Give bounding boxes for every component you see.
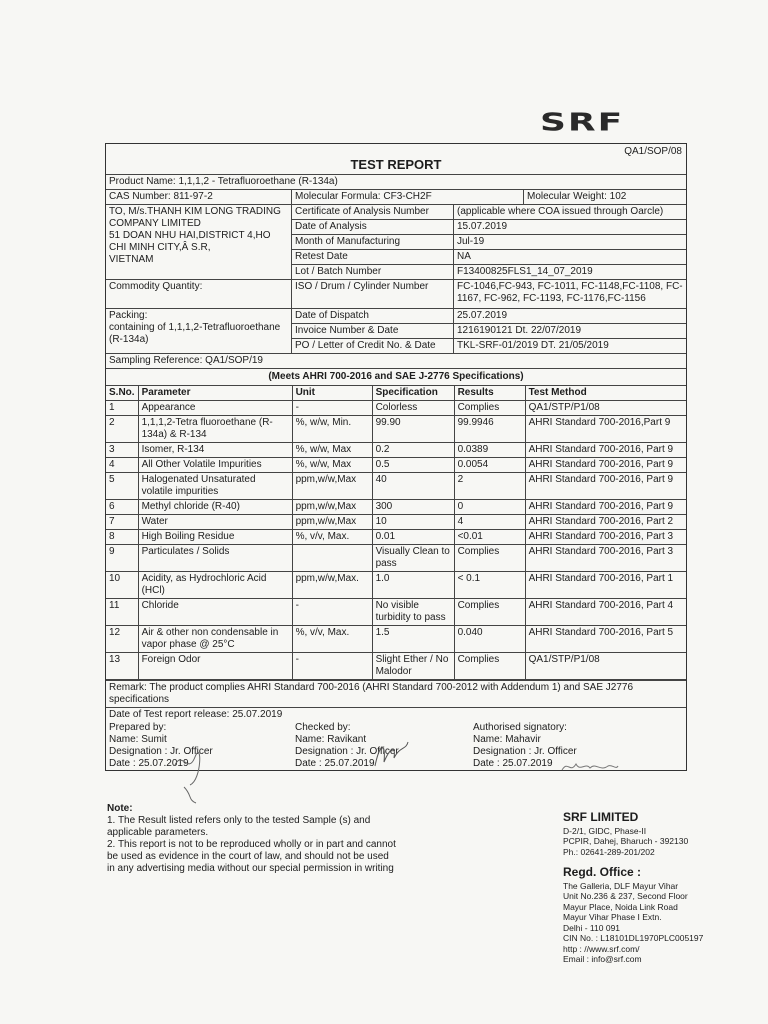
info-label: Certificate of Analysis Number bbox=[292, 205, 454, 219]
table-cell: 6 bbox=[106, 500, 138, 515]
address-line: The Galleria, DLF Mayur Vihar bbox=[563, 880, 679, 891]
table-cell: AHRI Standard 700-2016, Part 9 bbox=[525, 473, 686, 500]
packing-value: containing of 1,1,1,2-Tetrafluoroethane (R-134a) bbox=[109, 322, 281, 345]
table-row bbox=[106, 443, 686, 458]
regd-office-address bbox=[563, 881, 723, 965]
table-cell: 12 bbox=[106, 626, 138, 653]
column-header: Test Method bbox=[525, 386, 686, 401]
table-cell: Isomer, R-134 bbox=[138, 443, 292, 458]
table-cell: 11 bbox=[106, 599, 138, 626]
address-line: Email : info@srf.com bbox=[563, 954, 642, 964]
dispatch-value: 25.07.2019 bbox=[457, 310, 508, 321]
signature-date: Date : 25.07.2019 bbox=[295, 758, 375, 769]
table-row bbox=[106, 401, 686, 416]
results-header-row bbox=[106, 386, 686, 401]
table-cell: 99.90 bbox=[372, 416, 454, 443]
sampling-reference: Sampling Reference: QA1/SOP/19 bbox=[109, 355, 263, 366]
table-cell: %, w/w, Max bbox=[292, 443, 372, 458]
dispatch-value: 1216190121 Dt. 22/07/2019 bbox=[457, 325, 581, 336]
info-value: 15.07.2019 bbox=[457, 221, 508, 232]
signature-date: Date : 25.07.2019 bbox=[473, 758, 553, 769]
info-label: Lot / Batch Number bbox=[292, 265, 454, 279]
table-cell: ppm,w/w,Max bbox=[292, 473, 372, 500]
company-info bbox=[563, 812, 723, 965]
iso-value: FC-1046,FC-943, FC-1011, FC-1148,FC-1108, FC-1167, FC-962, FC-1193, FC-1176,FC-1156 bbox=[457, 281, 683, 304]
customer-line: COMPANY LIMITED bbox=[109, 218, 201, 229]
signature-name: Name: Mahavir bbox=[473, 734, 541, 745]
table-cell: AHRI Standard 700-2016,Part 9 bbox=[525, 416, 686, 443]
column-header: Parameter bbox=[138, 386, 292, 401]
table-cell: ppm,w/w,Max bbox=[292, 500, 372, 515]
table-cell: 13 bbox=[106, 653, 138, 680]
column-header: Specification bbox=[372, 386, 454, 401]
address-line: Mayur Place, Noida Link Road bbox=[563, 901, 678, 912]
address-line: Unit No.236 & 237, Second Floor bbox=[563, 891, 688, 901]
table-cell: 2 bbox=[454, 473, 525, 500]
product-name: Product Name: 1,1,1,2 - Tetrafluoroethane (R-134a) bbox=[109, 176, 338, 187]
signature-designation: Designation : Jr. Officer bbox=[109, 746, 213, 757]
table-cell: AHRI Standard 700-2016, Part 9 bbox=[525, 443, 686, 458]
info-label: Retest Date bbox=[292, 250, 454, 264]
company-name: SRF LIMITED bbox=[563, 810, 639, 824]
table-cell: ppm,w/w,Max bbox=[292, 515, 372, 530]
table-cell: < 0.1 bbox=[454, 572, 525, 599]
regd-office-heading: Regd. Office : bbox=[563, 865, 642, 879]
table-row bbox=[106, 500, 686, 515]
info-label: Month of Manufacturing bbox=[292, 235, 454, 249]
table-cell: QA1/STP/P1/08 bbox=[525, 401, 686, 416]
dispatch-label: Date of Dispatch bbox=[292, 309, 454, 323]
table-cell: 1 bbox=[106, 401, 138, 416]
table-cell: Water bbox=[138, 515, 292, 530]
specification-header: (Meets AHRI 700-2016 and SAE J-2776 Specifications) bbox=[268, 371, 524, 382]
signature-date: Date : 25.07.2019 bbox=[109, 758, 189, 769]
table-cell: Visually Clean to pass bbox=[372, 545, 454, 572]
info-label: Date of Analysis bbox=[292, 220, 454, 234]
table-cell: 2 bbox=[106, 416, 138, 443]
table-cell: High Boiling Residue bbox=[138, 530, 292, 545]
table-cell: Halogenated Unsaturated volatile impurities bbox=[138, 473, 292, 500]
signature-designation: Designation : Jr. Officer bbox=[473, 746, 577, 757]
signature-name: Name: Ravikant bbox=[295, 734, 367, 745]
table-cell: 300 bbox=[372, 500, 454, 515]
address-line: Ph.: 02641-289-201/202 bbox=[563, 846, 655, 857]
table-cell: Complies bbox=[454, 545, 525, 572]
table-cell: AHRI Standard 700-2016, Part 3 bbox=[525, 545, 686, 572]
table-cell: AHRI Standard 700-2016, Part 1 bbox=[525, 572, 686, 599]
info-value: NA bbox=[457, 251, 471, 262]
table-cell: Foreign Odor bbox=[138, 653, 292, 680]
table-cell: 40 bbox=[372, 473, 454, 500]
address-line: CIN No. : L18101DL1970PLC005197 bbox=[563, 933, 704, 943]
packing-label: Packing: bbox=[109, 310, 148, 321]
document-reference: QA1/SOP/08 bbox=[624, 146, 682, 157]
signature-role: Prepared by: bbox=[109, 722, 167, 733]
table-row bbox=[106, 473, 686, 500]
customer-line: TO, M/s.THANH KIM LONG TRADING bbox=[109, 206, 281, 217]
table-cell: <0.01 bbox=[454, 530, 525, 545]
table-row bbox=[106, 458, 686, 473]
table-cell: 7 bbox=[106, 515, 138, 530]
signature-role: Checked by: bbox=[295, 722, 351, 733]
table-row bbox=[106, 626, 686, 653]
table-cell: 0.2 bbox=[372, 443, 454, 458]
address-line: PCPIR, Dahej, Bharuch - 392130 bbox=[563, 836, 689, 846]
table-cell: Air & other non condensable in vapor phase @ 25°C bbox=[138, 626, 292, 653]
packing bbox=[106, 309, 292, 353]
signature-designation: Designation : Jr. Officer bbox=[295, 746, 399, 757]
signature-scribble-checked bbox=[372, 738, 412, 770]
table-cell: AHRI Standard 700-2016, Part 5 bbox=[525, 626, 686, 653]
table-cell: ppm,w/w,Max. bbox=[292, 572, 372, 599]
note-item: 1. The Result listed refers only to the tested Sample (s) and applicable parameters. bbox=[107, 815, 371, 838]
table-cell: Particulates / Solids bbox=[138, 545, 292, 572]
customer-line: CHI MINH CITY,Â S.R, bbox=[109, 242, 211, 253]
table-cell: %, w/w, Max bbox=[292, 458, 372, 473]
table-row bbox=[106, 530, 686, 545]
table-cell bbox=[292, 545, 372, 572]
company-address bbox=[563, 826, 723, 858]
customer-line: VIETNAM bbox=[109, 254, 154, 265]
table-cell: Colorless bbox=[372, 401, 454, 416]
table-cell: Complies bbox=[454, 599, 525, 626]
info-value: Jul-19 bbox=[457, 236, 485, 247]
molecular-formula: Molecular Formula: CF3-CH2F bbox=[292, 190, 524, 204]
table-cell: 1,1,1,2-Tetra fluoroethane (R-134a) & R-134 bbox=[138, 416, 292, 443]
table-cell: All Other Volatile Impurities bbox=[138, 458, 292, 473]
table-cell: AHRI Standard 700-2016, Part 9 bbox=[525, 458, 686, 473]
table-cell: Chloride bbox=[138, 599, 292, 626]
table-cell: 1.0 bbox=[372, 572, 454, 599]
table-row bbox=[106, 545, 686, 572]
table-cell: 9 bbox=[106, 545, 138, 572]
table-cell: 5 bbox=[106, 473, 138, 500]
table-row bbox=[106, 653, 686, 680]
table-cell: Complies bbox=[454, 653, 525, 680]
molecular-weight: Molecular Weight: 102 bbox=[527, 191, 627, 202]
table-row bbox=[106, 572, 686, 599]
table-cell: AHRI Standard 700-2016, Part 9 bbox=[525, 500, 686, 515]
iso-label: ISO / Drum / Cylinder Number bbox=[292, 280, 454, 308]
table-cell: 0 bbox=[454, 500, 525, 515]
table-row bbox=[106, 599, 686, 626]
table-cell: 10 bbox=[372, 515, 454, 530]
report-title: TEST REPORT bbox=[350, 157, 442, 172]
table-cell: Slight Ether / No Malodor bbox=[372, 653, 454, 680]
dispatch-label: Invoice Number & Date bbox=[292, 324, 454, 338]
address-line: http : //www.srf.com/ bbox=[563, 943, 640, 954]
signature-role: Authorised signatory: bbox=[473, 722, 567, 733]
table-cell: 1.5 bbox=[372, 626, 454, 653]
table-cell: 0.0389 bbox=[454, 443, 525, 458]
table-cell: 99.9946 bbox=[454, 416, 525, 443]
table-cell: QA1/STP/P1/08 bbox=[525, 653, 686, 680]
dispatch-value: TKL-SRF-01/2019 DT. 21/05/2019 bbox=[457, 340, 609, 351]
column-header: S.No. bbox=[106, 386, 138, 401]
table-cell: 0.01 bbox=[372, 530, 454, 545]
commodity-quantity: Commodity Quantity: bbox=[106, 280, 292, 308]
table-row bbox=[106, 515, 686, 530]
table-cell: No visible turbidity to pass bbox=[372, 599, 454, 626]
release-date: Date of Test report release: 25.07.2019 bbox=[109, 709, 283, 720]
note-item: 2. This report is not to be reproduced wholly or in part and cannot be used as evidence in the court of law, and should not be used in any advertising media without our special permission in writing bbox=[107, 839, 396, 874]
column-header: Results bbox=[454, 386, 525, 401]
table-cell: Complies bbox=[454, 401, 525, 416]
srf-logo: SRF bbox=[540, 108, 625, 137]
customer-line: 51 DOAN NHU HAI,DISTRICT 4,HO bbox=[109, 230, 271, 241]
table-cell: 0.040 bbox=[454, 626, 525, 653]
table-cell: Methyl chloride (R-40) bbox=[138, 500, 292, 515]
table-cell: 3 bbox=[106, 443, 138, 458]
table-cell: 4 bbox=[454, 515, 525, 530]
cas-number: CAS Number: 811-97-2 bbox=[106, 190, 292, 204]
info-value: F13400825FLS1_14_07_2019 bbox=[457, 266, 593, 277]
table-cell: Appearance bbox=[138, 401, 292, 416]
table-cell: 10 bbox=[106, 572, 138, 599]
table-cell: %, v/v, Max. bbox=[292, 530, 372, 545]
notes bbox=[107, 803, 397, 875]
table-row bbox=[106, 416, 686, 443]
table-cell: %, w/w, Min. bbox=[292, 416, 372, 443]
customer-address bbox=[106, 205, 292, 279]
table-cell: 0.5 bbox=[372, 458, 454, 473]
table-cell: AHRI Standard 700-2016, Part 4 bbox=[525, 599, 686, 626]
address-line: D-2/1, GIDC, Phase-II bbox=[563, 825, 647, 836]
table-cell: - bbox=[292, 401, 372, 416]
column-header: Unit bbox=[292, 386, 372, 401]
dispatch-label: PO / Letter of Credit No. & Date bbox=[292, 339, 454, 353]
table-cell: - bbox=[292, 599, 372, 626]
address-line: Delhi - 110 091 bbox=[563, 922, 621, 933]
address-line: Mayur Vihar Phase I Extn. bbox=[563, 912, 662, 922]
signature-name: Name: Sumit bbox=[109, 734, 167, 745]
signature-scribble-authorised bbox=[560, 758, 620, 776]
signature-scribble-prepared bbox=[170, 745, 210, 805]
table-cell: - bbox=[292, 653, 372, 680]
results-table bbox=[106, 386, 686, 680]
table-cell: 0.0054 bbox=[454, 458, 525, 473]
table-cell: Acidity, as Hydrochloric Acid (HCl) bbox=[138, 572, 292, 599]
table-cell: 8 bbox=[106, 530, 138, 545]
table-cell: AHRI Standard 700-2016, Part 3 bbox=[525, 530, 686, 545]
table-cell: %, v/v, Max. bbox=[292, 626, 372, 653]
table-cell: 4 bbox=[106, 458, 138, 473]
test-report-table bbox=[105, 143, 687, 771]
table-cell: AHRI Standard 700-2016, Part 2 bbox=[525, 515, 686, 530]
notes-heading: Note: bbox=[107, 803, 133, 814]
info-value: (applicable where COA issued through Oarcle) bbox=[457, 206, 664, 217]
remark: Remark: The product complies AHRI Standard 700-2016 (AHRI Standard 700-2012 with Addendum 1) and SAE J2776 specifications bbox=[109, 682, 634, 705]
